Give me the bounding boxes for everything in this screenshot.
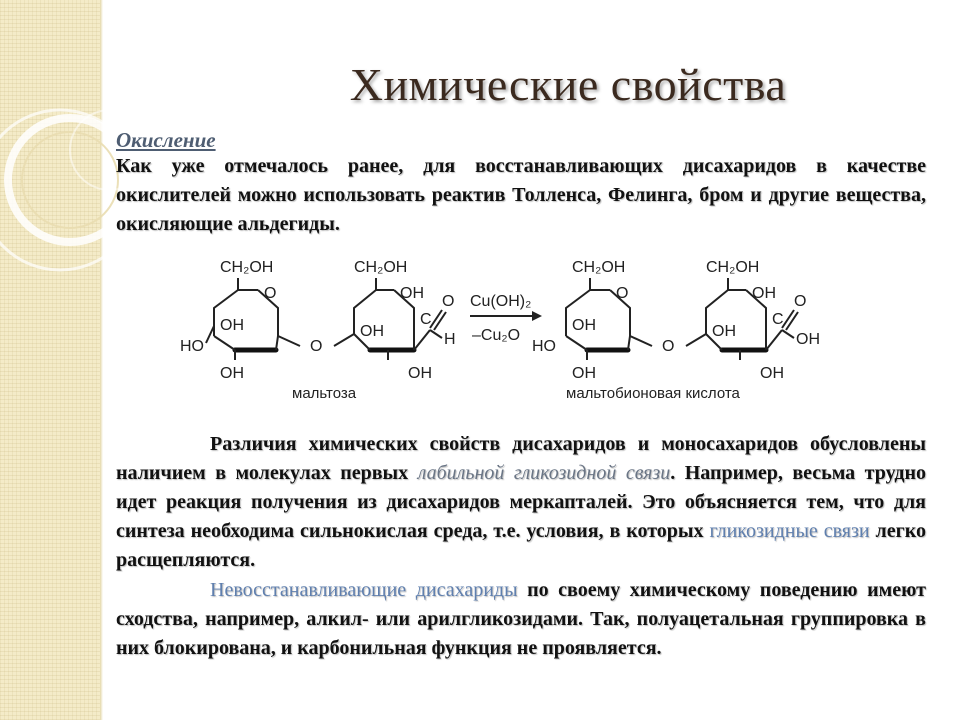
svg-text:O: O xyxy=(616,285,629,302)
svg-text:OH: OH xyxy=(572,317,596,334)
svg-text:мальтобионовая кислота: мальтобионовая кислота xyxy=(566,385,740,402)
svg-text:OH: OH xyxy=(572,365,596,382)
svg-text:O: O xyxy=(310,338,323,355)
svg-text:H: H xyxy=(444,331,456,348)
labile-bond-term: лабильной гликозидной связи xyxy=(417,462,671,484)
reaction-arrow xyxy=(470,293,542,344)
svg-text:мальтоза: мальтоза xyxy=(292,385,357,402)
maltose-structure xyxy=(180,259,456,402)
page-title: Химические свойства xyxy=(349,59,787,110)
svg-text:OH: OH xyxy=(760,365,784,382)
section-heading: Окисление xyxy=(116,128,216,152)
svg-text:–Cu₂O: –Cu₂O xyxy=(472,327,521,344)
p2-part2: . Например, весьма трудно идет реакция получения из дисахаридов меркапталей. Это объясняется тем, что для синтеза необходима сильнокислая среда, т.е. условия, в которых xyxy=(116,462,926,542)
svg-text:CH₂OH: CH₂OH xyxy=(572,259,626,276)
svg-text:OH: OH xyxy=(360,323,384,340)
intro-paragraph: Как уже отмечалось ранее, для восстанавливающих дисахаридов в качестве окислителей можно использовать реактив Толленса, Фелинга, бром и другие вещества, окисляющие альдегиды. xyxy=(116,155,926,235)
svg-text:CH₂OH: CH₂OH xyxy=(220,259,274,276)
p2-part1: Различия химических свойств дисахаридов и моносахаридов обусловлены наличием в молекулах первых xyxy=(116,433,926,484)
p2-part3: легко расщепляются. xyxy=(116,520,926,571)
svg-text:OH: OH xyxy=(220,317,244,334)
svg-text:O: O xyxy=(264,285,277,302)
svg-text:OH: OH xyxy=(400,285,424,302)
svg-text:OH: OH xyxy=(712,323,736,340)
glycosidic-bonds-term: гликозидные связи xyxy=(709,520,870,542)
nonreducing-paragraph xyxy=(116,576,926,663)
svg-text:HO: HO xyxy=(180,338,204,355)
svg-text:CH₂OH: CH₂OH xyxy=(354,259,408,276)
svg-text:HO: HO xyxy=(532,338,556,355)
svg-text:O: O xyxy=(442,293,455,310)
p3-text: по своему химическому поведению имеют сходства, например, алкил- или арилгликозидами. Так, полуацетальная группировка в них блокирована, и карбонильная функция не проявляется. xyxy=(116,579,926,659)
svg-text:Cu(OH)₂: Cu(OH)₂ xyxy=(470,293,532,310)
svg-text:C: C xyxy=(420,311,432,328)
svg-text:CH₂OH: CH₂OH xyxy=(706,259,760,276)
svg-text:OH: OH xyxy=(408,365,432,382)
svg-text:OH: OH xyxy=(220,365,244,382)
svg-text:OH: OH xyxy=(752,285,776,302)
nonreducing-term: Невосстанавливающие дисахариды xyxy=(210,579,518,601)
svg-text:O: O xyxy=(662,338,675,355)
svg-text:O: O xyxy=(794,293,807,310)
differences-paragraph xyxy=(116,430,926,575)
maltobionic-acid-structure xyxy=(532,259,820,402)
svg-text:C: C xyxy=(772,311,784,328)
reaction-scheme xyxy=(180,248,860,418)
svg-text:OH: OH xyxy=(796,331,820,348)
